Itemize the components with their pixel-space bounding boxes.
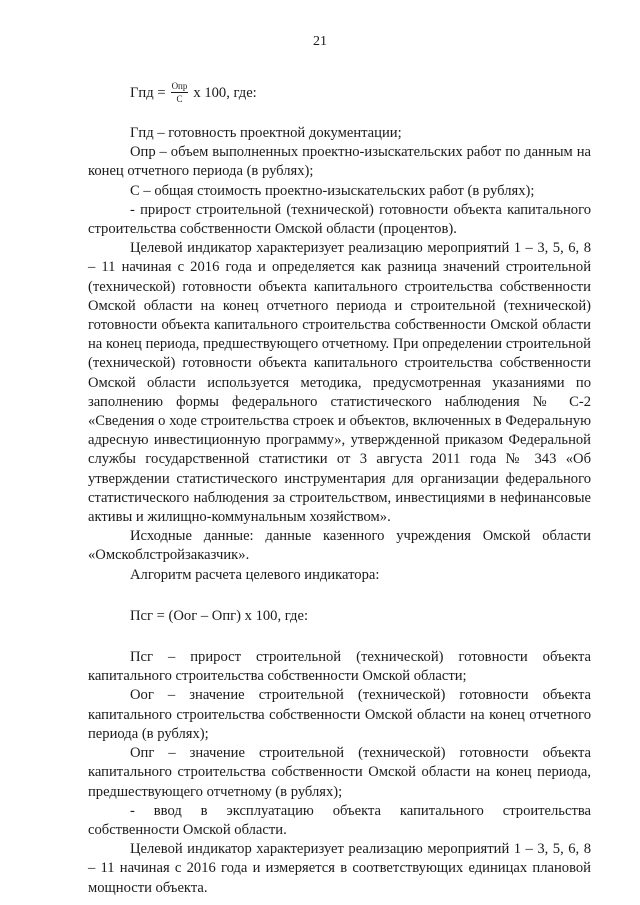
document-body <box>88 124 591 898</box>
definition-opr: Опр – объем выполненных проектно-изыскательских работ по данным на конец отчетного периода (в рублях); <box>88 144 591 180</box>
fraction-denominator: С <box>176 94 183 104</box>
fraction-numerator: Опр <box>171 81 188 91</box>
definition-gpd: Гпд – готовность проектной документации; <box>130 125 402 141</box>
formula-psg: Псг = (Оог – Опг) х 100, где: <box>130 607 308 624</box>
indicator-description-2: Целевой индикатор характеризует реализацию мероприятий 1 – 3, 5, 6, 8 – 11 начиная с 2016 года и измеряется в соответствующих единицах плановой мощности объекта. <box>88 841 591 896</box>
definition-opg: Опг – значение строительной (технической) готовности объекта капитального строительства собственности Омской области на конец периода, предшествующего отчетному (в рублях); <box>88 745 591 800</box>
page-number: 21 <box>313 34 327 49</box>
formula-lhs: Гпд = <box>130 84 166 101</box>
definition-c: С – общая стоимость проектно-изыскательских работ (в рублях); <box>130 182 535 199</box>
definition-oog: Оог – значение строительной (технической) готовности объекта капитального строительства собственности Омской области на конец отчетного периода (в рублях); <box>88 687 591 742</box>
definition-commissioning: - ввод в эксплуатацию объекта капитального строительства собственности Омской области. <box>88 802 591 838</box>
algorithm-heading: Алгоритм расчета целевого индикатора: <box>130 566 380 583</box>
source-data: Исходные данные: данные казенного учреждения Омской области «Омскоблстройзаказчик». <box>88 528 591 564</box>
definition-psg: Псг – прирост строительной (технической) готовности объекта капитального строительства собственности Омской области; <box>88 649 591 685</box>
indicator-description: Целевой индикатор характеризует реализацию мероприятий 1 – 3, 5, 6, 8 – 11 начиная с 2016 года и определяется как разница значений строительной (технической) готовности объекта капитального строительства собственности Омской области на конец отчетного периода и строительной (технической) готовности объекта капитального строительства собственности Омской области на конец периода, предшествующего отчетному. При определении строительной (технической) готовности объекта капитального строительства собственности Омской области используется методика, предусмотренная указаниями по заполнению формы федерального статистического наблюдения № С-2 «Сведения о ходе строительства строек и объектов, включенных в Федеральную адресную инвестиционную программу», утвержденной приказом Федеральной службы государственной статистики от 3 августа 2011 года № 343 «Об утверждении статистического инструментария для организации федерального статистического наблюдения за строительством, инвестициями в нефинансовые активы и жилищно-коммунальным хозяйством». <box>88 240 591 526</box>
formula-rhs: х 100, где: <box>193 84 257 101</box>
formula-gpd <box>130 82 257 104</box>
definition-growth: - прирост строительной (технической) готовности объекта капитального строительства собственности Омской области (процентов). <box>88 201 591 238</box>
formula-fraction <box>171 82 189 104</box>
